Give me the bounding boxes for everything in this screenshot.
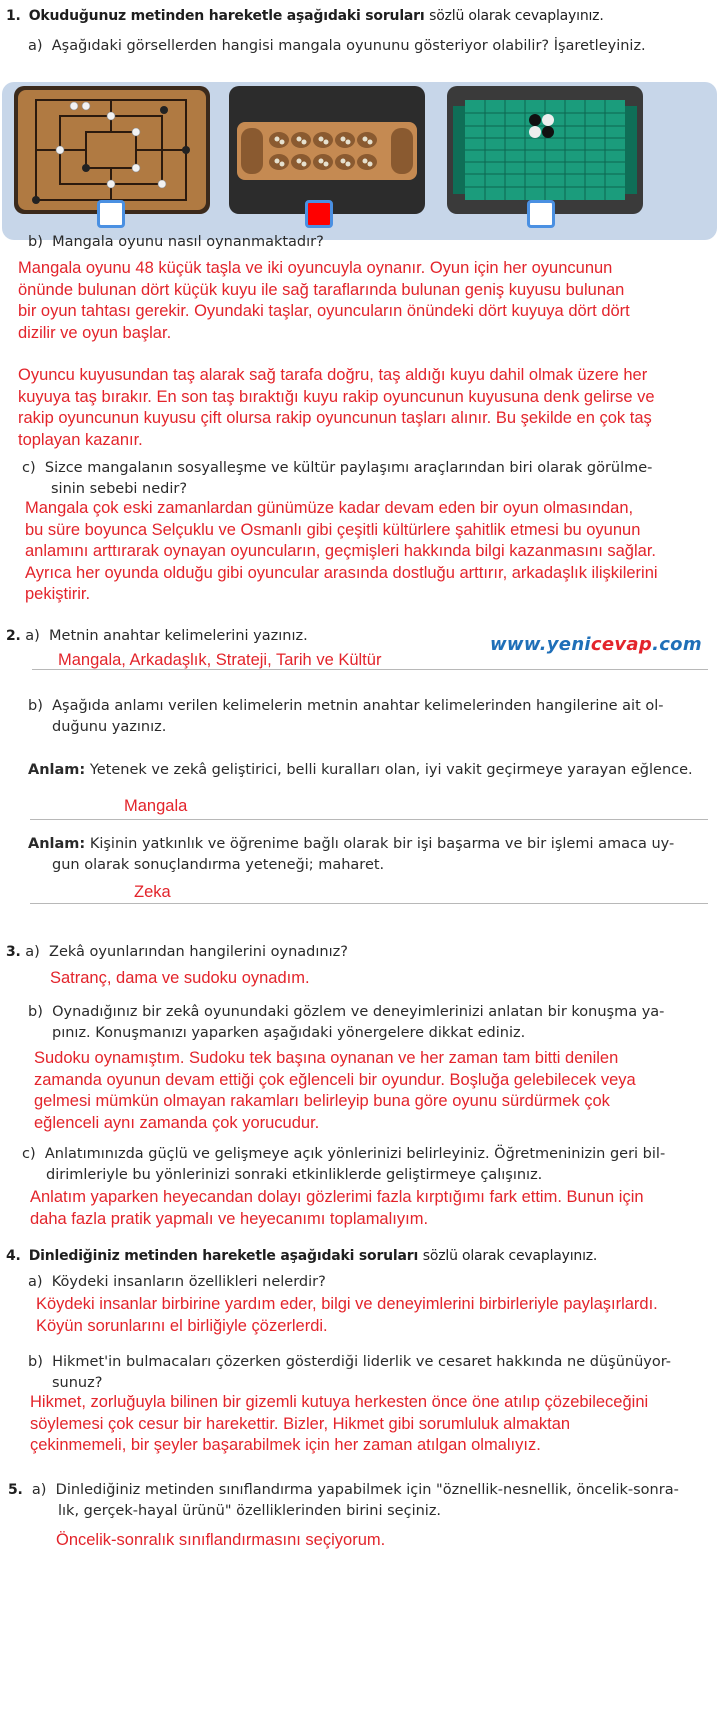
- answer-4b: [30, 1392, 710, 1457]
- answer-line: daha fazla pratik yapmalı ve heyecanımı toplamalıyım.: [30, 1209, 429, 1228]
- answer-line: Mangala oyunu 48 küçük taşla ve iki oyuncuyla oynanır. Oyun için her oyuncunun: [18, 259, 613, 277]
- answer-line: çekinmemeli, bir şeyler başarabilmek için her zaman atılgan olmalıyız.: [30, 1436, 541, 1454]
- answer-line: Sudoku oynamıştım. Sudoku tek başına oynanan ve her zaman tam bitti denilen: [34, 1049, 619, 1067]
- answer-line: Mangala çok eski zamanlardan günümüze kadar devam eden bir oyun olmasından,: [25, 499, 634, 517]
- answer-3a: Satranç, dama ve sudoku oynadım.: [50, 969, 310, 987]
- question-1-title: 1. Okuduğunuz metinden hareketle aşağıdaki soruları sözlü olarak cevaplayınız.: [6, 8, 604, 24]
- answer-line-rule: [30, 819, 708, 820]
- meaning-1: Anlam: Yetenek ve zekâ geliştirici, belli kuralları olan, iyi vakit geçirmeye yarayan eğlence.: [28, 762, 693, 778]
- answer-line: kuyuya taş bırakır. En son taş bıraktığı kuyu rakip oyuncunun kuyusuna denk gelirse ve: [18, 387, 655, 406]
- question-1c: c) Sizce mangalanın sosyalleşme ve kültür paylaşımı araçlarından biri olarak görülme- sinin sebebi nedir?: [22, 460, 653, 497]
- answer-line: Anlatım yaparken heyecandan dolayı gözlerimi fazla kırptığımı fark ettim. Bunun için: [30, 1188, 644, 1206]
- option-checkbox-3[interactable]: [527, 200, 555, 228]
- question-4a: a) Köydeki insanların özellikleri nelerdir?: [28, 1274, 326, 1290]
- question-4-title: 4. Dinlediğiniz metinden hareketle aşağıdaki soruları sözlü olarak cevaplayınız.: [6, 1248, 598, 1264]
- answer-3c: [30, 1187, 710, 1230]
- option-checkbox-1[interactable]: [97, 200, 125, 228]
- answer-line: söylemesi çok cesur bir harekettir. Bizler, Hikmet gibi sorumluluk almaktan: [30, 1414, 571, 1433]
- answer-line: Ayrıca her oyunda olduğu gibi oyuncular arasında dostluğu arttırır, arkadaşlık ilişkilerini: [25, 563, 658, 582]
- question-3b: b) Oynadığınız bir zekâ oyunundaki gözlem ve deneyimlerinizi anlatan bir konuşma ya- pınız. Konuşmanızı yaparken aşağıdaki yönergelere dikkat ediniz.: [28, 1004, 665, 1041]
- answer-line: Hikmet, zorluğuyla bilinen bir gizemli kutuya herkesten önce öne atılıp çözebileceğini: [30, 1393, 649, 1411]
- answer-line: eğlenceli aynı zamanda çok yorucudur.: [34, 1113, 320, 1132]
- answer-3b: [34, 1048, 704, 1134]
- question-3a: 3. a) Zekâ oyunlarından hangilerini oynadınız?: [6, 944, 348, 960]
- answer-line: bir oyun tahtası gerekir. Oyundaki taşlar, oyuncuların önündeki dört kuyuya dört dört: [18, 302, 630, 320]
- answer-line-rule: [32, 669, 708, 670]
- answer-4a: [36, 1294, 716, 1337]
- answer-line: pekiştirir.: [25, 585, 91, 603]
- watermark-link[interactable]: www.yenicevap.com: [490, 634, 702, 655]
- reversi-board-image: [447, 86, 643, 214]
- answer-5a: Öncelik-sonralık sınıflandırmasını seçiyorum.: [56, 1531, 386, 1549]
- nine-mens-morris-image: [14, 86, 210, 214]
- question-4b: b) Hikmet'in bulmacaları çözerken gösterdiği liderlik ve cesaret hakkında ne düşünüyor- sunuz?: [28, 1354, 671, 1391]
- answer-line-rule: [30, 903, 708, 904]
- question-3c: c) Anlatımınızda güçlü ve gelişmeye açık yönlerinizi belirleyiniz. Öğretmeninizin geri bil- dirimleriyle bu yönlerinizi sonraki etkinliklerde geliştirmeye çalışınız.: [22, 1146, 666, 1183]
- question-1a: a) Aşağıdaki görsellerden hangisi mangala oyununu gösteriyor olabilir? İşaretleyiniz.: [28, 38, 646, 54]
- question-2b: b) Aşağıda anlamı verilen kelimelerin metnin anahtar kelimelerinden hangilerine ait ol- duğunu yazınız.: [28, 698, 664, 735]
- answer-line: zamanda oyunun devam ettiği çok eğlenceli bir oyundur. Boşluğa gelebilecek veya: [34, 1070, 636, 1089]
- question-5a: 5. a) Dinlediğiniz metinden sınıflandırma yapabilmek için "öznellik-nesnellik, öncelik-sonra- lık, gerçek-hayal ürünü" özelliklerinden birini seçiniz.: [8, 1482, 679, 1519]
- answer-line: Köyün sorunlarını el birliğiyle çözerlerdi.: [36, 1316, 328, 1335]
- answer-1b: [18, 258, 713, 451]
- answer-line: bu süre boyunca Selçuklu ve Osmanlı gibi çeşitli kültürlere şahitlik etmesi bu oyunun: [25, 520, 641, 539]
- question-1b: b) Mangala oyunu nasıl oynanmaktadır?: [28, 234, 324, 250]
- mangala-board-image: [229, 86, 425, 214]
- answer-line: anlamını arttırarak oynayan oyuncuların, geçmişleri hakkında bilgi kazanmasını sağlar.: [25, 542, 656, 560]
- meaning-2: Anlam: Kişinin yatkınlık ve öğrenime bağlı olarak bir işi başarma ve bir işlemi amaca uy- gun olarak sonuçlandırma yeteneği; maharet.: [28, 836, 675, 873]
- answer-line: Köydeki insanlar birbirine yardım eder, bilgi ve deneyimlerini birbirleriyle paylaşırlardı.: [36, 1295, 658, 1313]
- answer-line: dizilir ve oyun başlar.: [18, 323, 172, 342]
- question-2a: 2. a) Metnin anahtar kelimelerini yazınız.: [6, 628, 308, 644]
- answer-line: Oyuncu kuyusundan taş alarak sağ tarafa doğru, taş aldığı kuyu dahil olmak üzere her: [18, 366, 648, 384]
- answer-line: gelmesi mümkün olmayan rakamları belirleyip buna göre oyunu sürdürmek çok: [34, 1092, 610, 1110]
- answer-meaning-2: Zeka: [134, 883, 171, 901]
- answer-1c: [25, 498, 715, 606]
- answer-meaning-1: Mangala: [124, 797, 188, 815]
- answer-2a: Mangala, Arkadaşlık, Strateji, Tarih ve Kültür: [58, 651, 382, 669]
- answer-line: önünde bulunan dört küçük kuyu ile sağ taraflarında bulunan geniş kuyusu bulunan: [18, 280, 625, 299]
- answer-line: toplayan kazanır.: [18, 430, 143, 449]
- answer-line: rakip oyuncunun kuyusu çift olursa rakip oyuncunun taşları alınır. Bu şekilde en çok taş: [18, 409, 652, 427]
- option-checkbox-2[interactable]: [305, 200, 333, 228]
